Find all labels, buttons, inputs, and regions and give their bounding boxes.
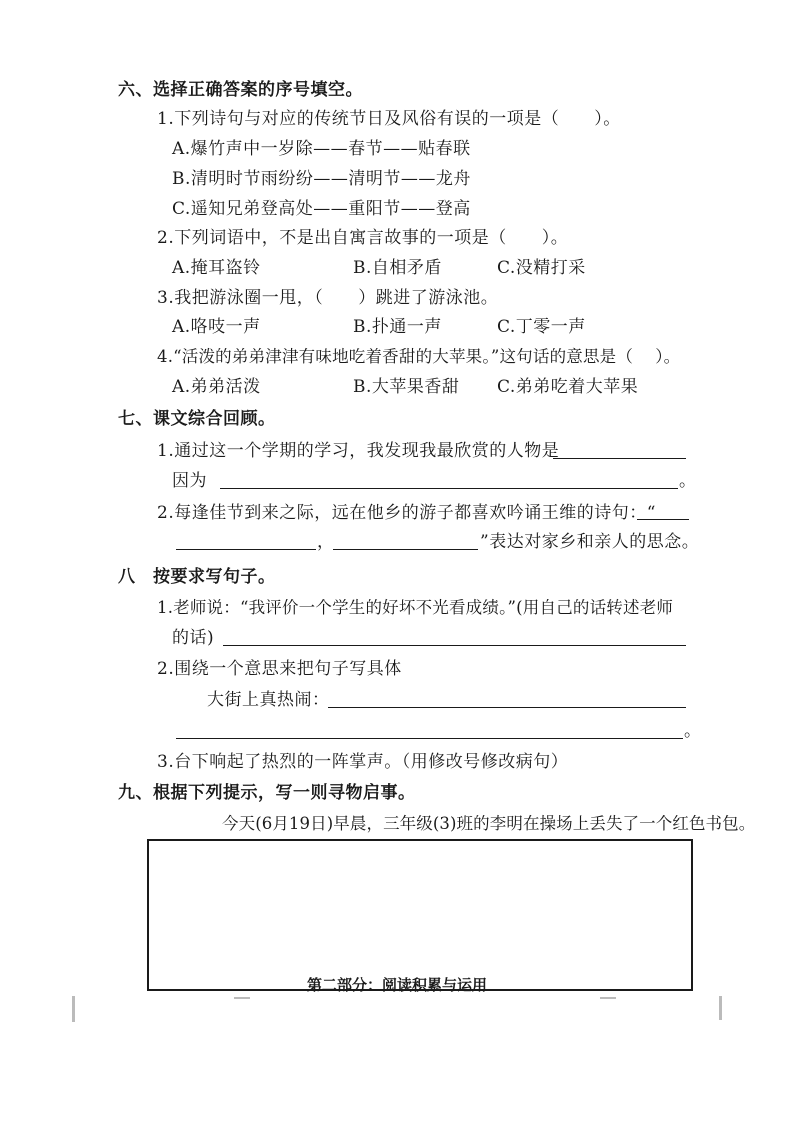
section-9-heading: 九、根据下列提示，写一则寻物启事。 — [118, 783, 416, 803]
s7-q2-line-a[interactable] — [637, 519, 689, 520]
s6-q3-option-b: B.扑通一声 — [353, 317, 442, 337]
s8-q2-answer-line-2[interactable] — [176, 738, 683, 739]
s6-q1-option-c: C.遥知兄弟登高处——重阳节——登高 — [172, 199, 471, 219]
s7-question-1: 1.通过这一个学期的学习，我发现我最欣赏的人物是 — [157, 441, 560, 461]
s6-q4-option-b: B.大苹果香甜 — [353, 377, 460, 397]
s7-q1-because: 因为 — [172, 471, 207, 491]
scan-mark-right — [719, 996, 722, 1020]
s8-q2-answer-line-1[interactable] — [328, 707, 686, 708]
s6-q2-option-b: B.自相矛盾 — [353, 258, 442, 278]
section-8-heading: 八 按要求写句子。 — [118, 567, 276, 587]
s6-question-2: 2.下列词语中，不是出自寓言故事的一项是（ ）。 — [157, 228, 569, 248]
s7-q1-answer-line[interactable] — [553, 458, 686, 459]
s8-question-1: 1.老师说：“我评价一个学生的好坏不光看成绩。”(用自己的话转述老师 — [157, 598, 674, 617]
s8-q1-answer-line[interactable] — [223, 645, 686, 646]
s6-q1-option-a: A.爆竹声中一岁除——春节——贴春联 — [172, 139, 471, 159]
s7-question-2: 2.每逢佳节到来之际，远在他乡的游子都喜欢吟诵王维的诗句：“ — [157, 503, 656, 523]
s6-q1-option-b: B.清明时节雨纷纷——清明节——龙舟 — [172, 169, 471, 189]
scan-mark-top-right — [600, 997, 616, 999]
s8-q2-prompt: 大街上真热闹： — [207, 690, 330, 710]
s9-prompt: 今天(6月19日)早晨，三年级(3)班的李明在操场上丢失了一个红色书包。 — [222, 814, 756, 833]
s7-q1-reason-line[interactable] — [220, 488, 678, 489]
s6-q3-option-a: A.咯吱一声 — [172, 317, 261, 337]
s6-q2-option-a: A.掩耳盗铃 — [172, 258, 261, 278]
s6-question-1: 1.下列诗句与对应的传统节日及风俗有误的一项是（ ）。 — [157, 109, 621, 129]
s7-q2-comma: ， — [317, 532, 335, 552]
s6-q3-option-c: C.丁零一声 — [497, 317, 586, 337]
s7-q1-period: 。 — [679, 471, 697, 491]
section-6-heading: 六、选择正确答案的序号填空。 — [118, 80, 363, 100]
section-7-heading: 七、课文综合回顾。 — [118, 409, 276, 429]
scan-mark-top-left — [234, 997, 250, 999]
s6-q2-option-c: C.没精打采 — [497, 258, 586, 278]
s8-q2-period: 。 — [684, 721, 702, 741]
s7-q2-ending: ”表达对家乡和亲人的思念。 — [480, 532, 700, 552]
scan-mark-left — [72, 996, 75, 1022]
s6-question-4: 4.“活泼的弟弟津津有味地吃着香甜的大苹果。”这句话的意思是（ ）。 — [157, 347, 681, 366]
s7-q2-line-c[interactable] — [333, 549, 478, 550]
s8-q1-cont: 的话) — [172, 628, 215, 648]
s6-q4-option-c: C.弟弟吃着大苹果 — [497, 377, 639, 397]
s6-question-3: 3.我把游泳圈一甩，（ ）跳进了游泳池。 — [157, 288, 499, 308]
part-two-title: 第二部分：阅读积累与运用 — [306, 976, 487, 994]
notice-writing-box[interactable] — [147, 839, 693, 991]
s8-question-3: 3.台下响起了热烈的一阵掌声。（用修改号修改病句） — [157, 752, 569, 772]
s8-question-2: 2.围绕一个意思来把句子写具体 — [157, 659, 402, 679]
s7-q2-line-b[interactable] — [176, 549, 316, 550]
s6-q4-option-a: A.弟弟活泼 — [172, 377, 261, 397]
